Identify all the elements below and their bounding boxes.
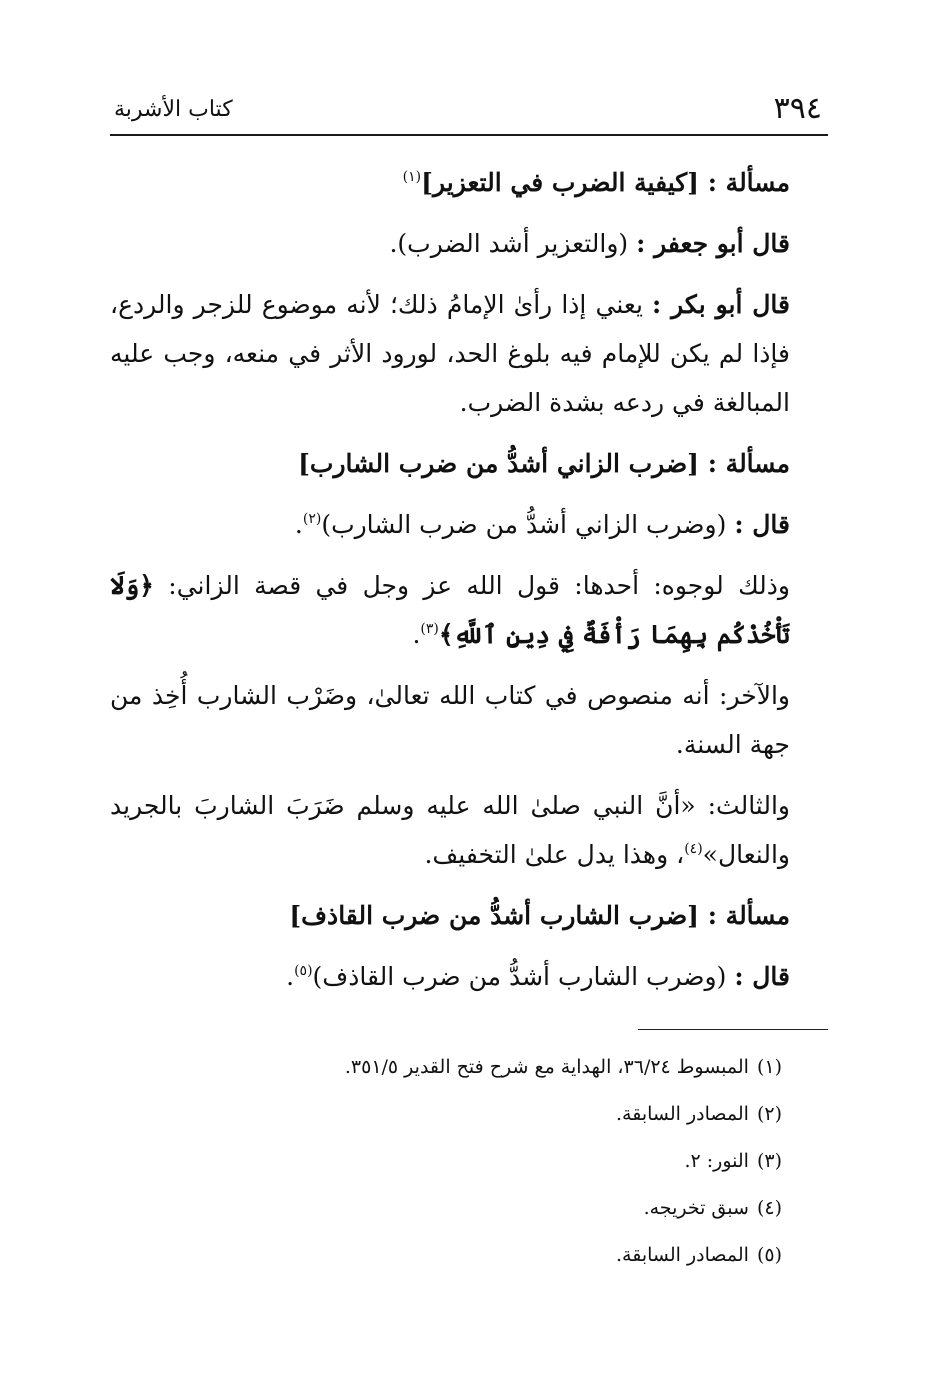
paragraph-text: وذلك لوجوه: أحدها: قول الله عز وجل في قصة الزاني: xyxy=(168,571,790,600)
footnote-separator xyxy=(638,1029,828,1030)
footnote-number: (٥) xyxy=(756,1244,782,1266)
paragraph xyxy=(110,500,828,549)
footnote-ref[interactable]: (١) xyxy=(402,169,422,185)
issue-title: [ضرب الزاني أشدُّ من ضرب الشارب] xyxy=(298,449,700,478)
footnote-number: (١) xyxy=(756,1056,782,1078)
footnote-ref[interactable]: (٣) xyxy=(420,621,439,637)
period: . xyxy=(412,620,421,649)
issue-label: مسألة : xyxy=(707,901,790,930)
issue-heading-2 xyxy=(110,439,828,488)
issue-label: مسألة : xyxy=(707,168,790,197)
speaker-label: قال أبو بكر : xyxy=(652,290,790,319)
paragraph-text: والثالث: «أنَّ النبي صلىٰ الله عليه وسلم ضَرَبَ الشاربَ بالجريد والنعال» xyxy=(110,791,790,869)
period: . xyxy=(294,510,303,539)
footnote-item xyxy=(110,1044,828,1091)
paragraph xyxy=(110,561,828,659)
footnote-ref[interactable]: (٥) xyxy=(294,963,313,979)
paragraph-text: (والتعزير أشد الضرب). xyxy=(389,229,629,258)
issue-heading-3 xyxy=(110,891,828,940)
issue-heading-1 xyxy=(110,158,828,207)
footnote-text: المصادر السابقة. xyxy=(616,1103,749,1125)
paragraph xyxy=(110,219,828,268)
footnotes xyxy=(110,1044,828,1279)
main-text xyxy=(110,136,828,1001)
footnote-number: (٣) xyxy=(756,1150,782,1172)
paragraph xyxy=(110,781,828,879)
issue-title: [كيفية الضرب في التعزير] xyxy=(421,168,700,197)
speaker-label: قال : xyxy=(734,510,790,539)
issue-title: [ضرب الشارب أشدُّ من ضرب القاذف] xyxy=(289,901,700,930)
footnote-text: المصادر السابقة. xyxy=(616,1244,749,1266)
paragraph-text: (وضرب الشارب أشدُّ من ضرب القاذف) xyxy=(312,962,727,991)
footnote-ref[interactable]: (٤) xyxy=(684,841,703,857)
book-title: كتاب الأشربة xyxy=(114,97,233,122)
period: . xyxy=(286,962,295,991)
paragraph-text: والآخر: أنه منصوص في كتاب الله تعالىٰ، وضَرْب الشارب أُخِذ من جهة السنة. xyxy=(110,681,790,759)
paragraph-text-end: ، وهذا يدل علىٰ التخفيف. xyxy=(424,840,685,869)
footnote-item xyxy=(110,1138,828,1185)
footnote-item xyxy=(110,1091,828,1138)
footnote-text: المبسوط ٣٦/٢٤، الهداية مع شرح فتح القدير ٣٥١/٥. xyxy=(344,1056,749,1078)
paragraph xyxy=(110,671,828,769)
paragraph-text: (وضرب الزاني أشدُّ من ضرب الشارب) xyxy=(321,510,727,539)
footnote-item xyxy=(110,1232,828,1279)
paragraph xyxy=(110,952,828,1001)
quran-verse: ﴿وَلَا تَأْخُذْكُم بِهِمَا رَأْفَةٌ فِي دِينِ ٱللَّهِ﴾ xyxy=(110,571,790,649)
book-page xyxy=(110,86,828,1346)
page-number: ٣٩٤ xyxy=(773,91,822,126)
footnote-item xyxy=(110,1185,828,1232)
footnote-ref[interactable]: (٢) xyxy=(302,511,322,527)
paragraph xyxy=(110,280,828,427)
footnote-number: (٢) xyxy=(756,1103,782,1125)
speaker-label: قال أبو جعفر : xyxy=(636,229,790,258)
speaker-label: قال : xyxy=(734,962,790,991)
paragraph-text: يعني إذا رأىٰ الإمامُ ذلك؛ لأنه موضوع للزجر والردع، فإذا لم يكن للإمام فيه بلوغ الحد، لورود الأثر في منعه، وجب عليه المبالغة في ردعه بشدة الضرب. xyxy=(110,290,790,417)
footnote-text: سبق تخريجه. xyxy=(643,1197,749,1219)
issue-label: مسألة : xyxy=(707,449,790,478)
running-header xyxy=(110,86,828,136)
footnote-text: النور: ٢. xyxy=(684,1150,749,1172)
footnote-number: (٤) xyxy=(756,1197,782,1219)
